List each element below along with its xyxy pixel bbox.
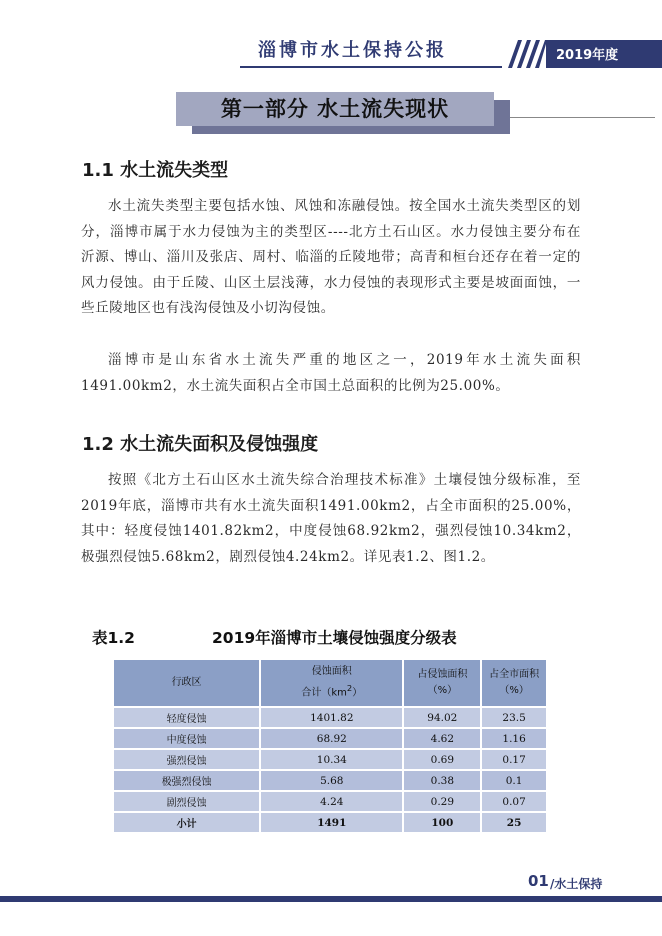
part-title: 第一部分 水土流失现状: [220, 96, 450, 121]
row-name: 强烈侵蚀: [113, 749, 260, 770]
section-heading-1-1: 1.1 水土流失类型: [82, 160, 229, 181]
row-pct-erosion: 0.29: [403, 791, 481, 812]
row-name: 中度侵蚀: [113, 728, 260, 749]
row-name: 剧烈侵蚀: [113, 791, 260, 812]
banner-rule: [510, 117, 655, 118]
row-area: 1401.82: [260, 707, 403, 728]
header-pct-city: 占全市面积 （%）: [481, 659, 547, 707]
row-name: 轻度侵蚀: [113, 707, 260, 728]
table-label: 表1.2: [92, 629, 135, 647]
table-title: 2019年淄博市土壤侵蚀强度分级表: [212, 629, 457, 647]
footer-label: /水土保持: [550, 877, 603, 891]
row-area: 68.92: [260, 728, 403, 749]
table-row: [113, 707, 547, 728]
header-erosion-area: 侵蚀面积 合计$(km^2)$: [260, 659, 403, 707]
row-area: 5.68: [260, 770, 403, 791]
row-pct-city: 0.07: [481, 791, 547, 812]
row-pct-erosion: 0.69: [403, 749, 481, 770]
table-row: [113, 728, 547, 749]
table-header-row: [113, 659, 547, 707]
row-pct-erosion: 4.62: [403, 728, 481, 749]
header-pct-erosion: 占侵蚀面积 （%）: [403, 659, 481, 707]
row-pct-city: 1.16: [481, 728, 547, 749]
row-pct-city: 23.5: [481, 707, 547, 728]
row-name: 极强烈侵蚀: [113, 770, 260, 791]
page-number: 01: [528, 872, 549, 890]
table-total-row: [113, 812, 547, 833]
row-pct-city: 25: [481, 812, 547, 833]
row-pct-city: 0.17: [481, 749, 547, 770]
table-row: [113, 791, 547, 812]
row-pct-erosion: 0.38: [403, 770, 481, 791]
row-name: 小计: [113, 812, 260, 833]
erosion-grading-table: [112, 658, 548, 834]
row-area: 10.34: [260, 749, 403, 770]
row-area: 4.24: [260, 791, 403, 812]
section-heading-1-2: 1.2 水土流失面积及侵蚀强度: [82, 434, 319, 455]
header-district: 行政区: [113, 659, 260, 707]
header-stripes-decoration: [500, 40, 546, 68]
section-1-2-paragraph-1: 按照《北方土石山区水土流失综合治理技术标准》土壤侵蚀分级标准，至2019年底，淄博市共有水土流失面积1491.00km2，占全市面积的25.00%，其中：轻度侵蚀1401.82km2，中度侵蚀68.92km2，强烈侵蚀10.34km2，极强烈侵蚀5.68km2，剧烈侵蚀4.24km2。详见表1.2、图1.2。: [81, 472, 581, 565]
table-row: [113, 770, 547, 791]
row-pct-city: 0.1: [481, 770, 547, 791]
year-label: 2019年度: [556, 48, 619, 63]
table-row: [113, 749, 547, 770]
row-area: 1491: [260, 812, 403, 833]
footer-bar: [0, 896, 662, 902]
row-pct-erosion: 100: [403, 812, 481, 833]
row-pct-erosion: 94.02: [403, 707, 481, 728]
section-1-1-paragraph-2: 淄博市是山东省水土流失严重的地区之一，2019年水土流失面积1491.00km2，水土流失面积占全市国土总面积的比例为25.00%。: [81, 352, 581, 394]
report-title: 淄博市水土保持公报: [258, 40, 447, 61]
header-underline: [240, 66, 502, 68]
section-1-1-paragraph-1: 水土流失类型主要包括水蚀、风蚀和冻融侵蚀。按全国水土流失类型区的划分，淄博市属于水力侵蚀为主的类型区----北方土石山区。水力侵蚀主要分布在沂源、博山、淄川及张店、周村、临淄的丘陵地带；高青和桓台还存在着一定的风力侵蚀。由于丘陵、山区土层浅薄，水力侵蚀的表现形式主要是坡面面蚀，一些丘陵地区也有浅沟侵蚀及小切沟侵蚀。: [81, 198, 581, 317]
